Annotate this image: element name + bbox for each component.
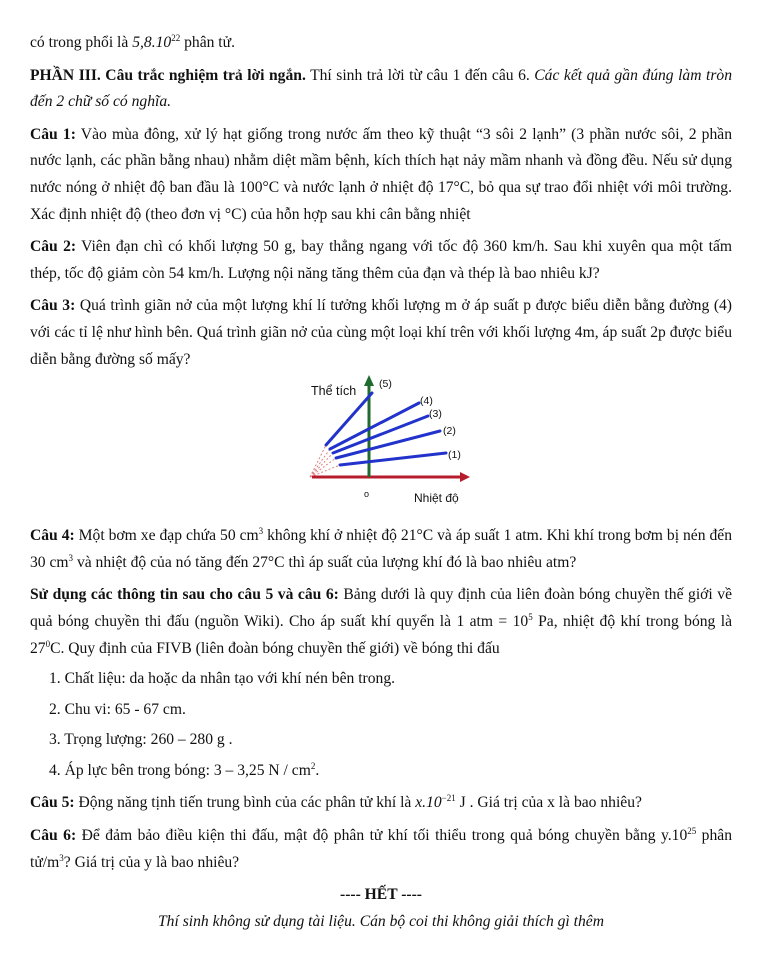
exponent: 25 (687, 826, 697, 837)
question-label: Câu 6: (30, 827, 77, 845)
text: và nước lạnh ở nhiệt độ (279, 178, 438, 196)
line-5 (326, 393, 372, 445)
origin-label: o (364, 489, 370, 500)
exponent: 3 (258, 526, 264, 537)
line-label-1: (1) (448, 449, 461, 462)
question-6 (30, 823, 732, 876)
text: Bảng dưới là quy định của liên đoàn bóng chuyền thế giới về quả bóng chuyền thi đấu (nguồn Wiki). Cho áp suất khí quyển là (30, 586, 732, 630)
end-marker: ---- HẾT ---- (340, 886, 422, 904)
text: phân tử. (180, 34, 235, 51)
volume-temperature-figure (0, 373, 761, 523)
text: . (315, 761, 320, 779)
list-item (49, 758, 732, 785)
math: 260 – 280 g . (150, 731, 233, 749)
math: x.10 (415, 794, 442, 812)
exponent: 2 (310, 760, 316, 771)
text: , bỏ qua sự trao đổi nhiệt với môi trường. Xác định nhiệt độ (theo đơn vị °C) của hỗn hợp sau khi cân bằng nhiệt (30, 178, 732, 223)
italic-note: Các kết quả gần đúng làm tròn đến 2 chữ số có nghĩa. (30, 66, 732, 111)
question-label: Câu 2: (30, 238, 77, 256)
x-axis-arrow-icon (460, 472, 470, 482)
text: thì áp suất của lượng khí đó là bao nhiêu atm? (284, 553, 577, 571)
exponent: 3 (59, 852, 64, 863)
math: 27°C (252, 553, 285, 571)
math: C (50, 639, 61, 657)
math: 3 – 3,25 N / cm (213, 761, 311, 779)
math: 50 cm (220, 527, 259, 545)
footer-note: Thí sinh không sử dụng tài liệu. Cán bộ coi thi không giải thích gì thêm (158, 912, 604, 930)
line-label-2: (2) (443, 425, 456, 438)
math: 100°C (239, 178, 280, 196)
text: . Quy định của FIVB (liên đoàn bóng chuyền thế giới) về bóng thi đấu (60, 639, 500, 657)
text: có trong phổi là (30, 34, 133, 51)
text: không khí ở nhiệt độ (263, 527, 401, 545)
text: 1. Chất liệu: da hoặc da nhân tạo với khí nén bên trong. (49, 670, 396, 688)
question-1 (30, 122, 732, 228)
text: , nhiệt độ khí trong bóng là (553, 612, 732, 630)
figure-svg (0, 373, 761, 523)
question-5 (30, 790, 732, 817)
math: 1 atm = 10 (456, 612, 529, 630)
line-1 (340, 453, 446, 465)
text: Thí sinh trả lời từ câu 1 đến câu 6. (305, 66, 535, 84)
exponent: 5 (528, 611, 533, 622)
part3-intro (30, 63, 732, 116)
text: Quá trình giãn nở của một lượng khí lí tưởng khối lượng m ở áp suất p được biểu diễn bằng đường (4) với các tỉ lệ như hình bên. Quá trình giãn nở của cùng một loại khí trên với khối lượng 4m, áp suất 2p được biểu diễn bằng đường số mấy? (30, 297, 732, 368)
question-2 (30, 234, 732, 287)
question-label: Câu 1: (30, 125, 76, 143)
y-axis-arrow-icon (364, 375, 374, 386)
math: 21°C (400, 527, 434, 545)
extrapolation-lines (310, 445, 340, 477)
exponent: 3 (68, 552, 74, 563)
exam-page (30, 30, 732, 935)
list-item (49, 697, 732, 724)
rules-list (30, 666, 732, 784)
y-axis-label: Thể tích (311, 384, 357, 399)
math: 5,8.10 (132, 34, 172, 51)
text: 3. Trọng lượng: (49, 731, 151, 749)
math: 17°C (437, 178, 471, 196)
exponent: 22 (171, 33, 181, 43)
text: Viên đạn chì có khối lượng 50 g, bay thẳng ngang với tốc độ 360 km/h. Sau khi xuyên qua một tấm thép, tốc độ giảm còn 54 km/h. Lượng nội năng tăng thêm của đạn và thép là bao nhiêu kJ? (30, 238, 732, 282)
line-label-5: (5) (379, 378, 392, 391)
math: Pa (532, 612, 554, 630)
list-item (49, 666, 732, 693)
exponent: 0 (45, 638, 51, 649)
text: và áp suất 1 atm. Khi khí trong bơm bị nén đến 30 cm (30, 527, 733, 571)
info-heading: Sử dụng các thông tin sau cho câu 5 và câu 6: (30, 586, 339, 604)
continuation-line (30, 30, 732, 57)
text: Một bơm xe đạp chứa (74, 527, 221, 545)
text: phân tử/m (30, 827, 732, 871)
x-axis-label: Nhiệt độ (414, 491, 459, 506)
text: J . Giá trị của x là bao nhiêu? (455, 794, 642, 812)
text: 2. Chu vi: 65 - 67 cm. (49, 700, 186, 718)
question-label: Câu 3: (30, 297, 76, 315)
line-label-3: (3) (429, 408, 442, 421)
line-label-4: (4) (420, 395, 433, 408)
math: 10 (671, 827, 688, 845)
text: Động năng tịnh tiến trung bình của các phân tử khí là (74, 794, 416, 812)
text: Để đảm bảo điều kiện thi đấu, mật độ phân tử khí tối thiểu trong quả bóng chuyền bằng y. (76, 827, 672, 845)
question-label: Câu 5: (30, 794, 75, 812)
info-paragraph (30, 582, 732, 662)
text: 4. Áp lực bên trong bóng: (49, 761, 214, 779)
text: ? Giá trị của y là bao nhiêu? (63, 853, 240, 871)
math: 27 (30, 639, 46, 657)
question-4 (30, 523, 732, 576)
question-label: Câu 4: (30, 527, 75, 545)
list-item (49, 727, 732, 754)
question-3 (30, 293, 732, 373)
text: Vào mùa đông, xử lý hạt giống trong nước ấm theo kỹ thuật “3 sôi 2 lạnh” (3 phần nước sôi, 2 phần nước lạnh, các phần bằng nhau) nhằm diệt mầm bệnh, kích thích hạt nảy mầm nhanh và đồng đều. Nếu sử dụng nước nóng ở nhiệt độ ban đầu là (30, 125, 732, 196)
text: và nhiệt độ của nó tăng đến (73, 553, 253, 571)
exponent: −21 (441, 793, 456, 804)
part3-heading: PHẦN III. Câu trắc nghiệm trả lời ngắn. (30, 66, 306, 84)
